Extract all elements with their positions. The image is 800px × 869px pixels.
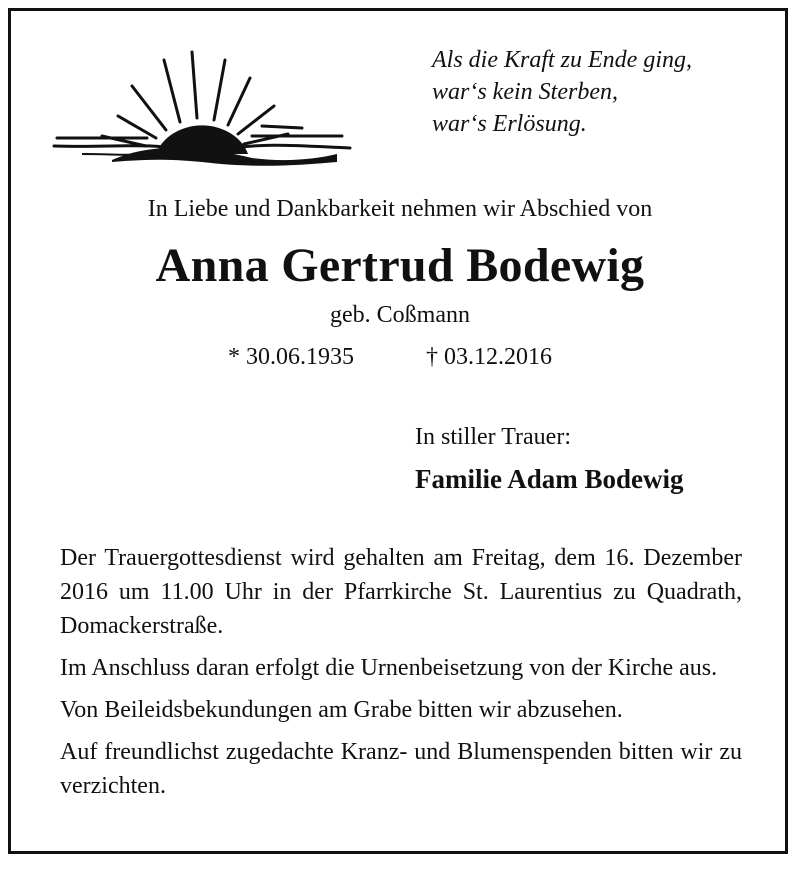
- intro-text: In Liebe und Dankbarkeit nehmen wir Abschied von: [147, 196, 653, 222]
- paragraph: Im Anschluss daran erfolgt die Urnenbeisetzung von der Kirche aus.: [60, 655, 718, 681]
- paragraph: Der Trauergottesdienst wird gehalten am Freitag, dem 16. Dezember 2016 um 11.00 Uhr in der Pfarrkirche St. Laurentius zu Quadrath, Domackerstraße.: [60, 545, 742, 639]
- quote-line: Als die Kraft zu Ende ging,: [432, 47, 692, 73]
- quote-line: war‘s kein Sterben,: [432, 79, 618, 105]
- service-details: [60, 541, 742, 811]
- birth-date: * 30.06.1935: [228, 344, 354, 370]
- death-date: † 03.12.2016: [426, 344, 552, 370]
- memorial-quote: [432, 44, 772, 140]
- mourners-label: In stiller Trauer:: [415, 424, 571, 450]
- rising-sun-icon: [52, 50, 352, 180]
- quote-line: war‘s Erlösung.: [432, 111, 587, 137]
- paragraph: Von Beileidsbekundungen am Grabe bitten wir abzusehen.: [60, 697, 623, 723]
- deceased-name: Anna Gertrud Bodewig: [155, 239, 645, 292]
- mourners-family: Familie Adam Bodewig: [415, 464, 684, 494]
- paragraph: Auf freundlichst zugedachte Kranz- und Blumenspenden bitten wir zu verzichten.: [60, 739, 742, 799]
- maiden-name: geb. Coßmann: [330, 302, 470, 328]
